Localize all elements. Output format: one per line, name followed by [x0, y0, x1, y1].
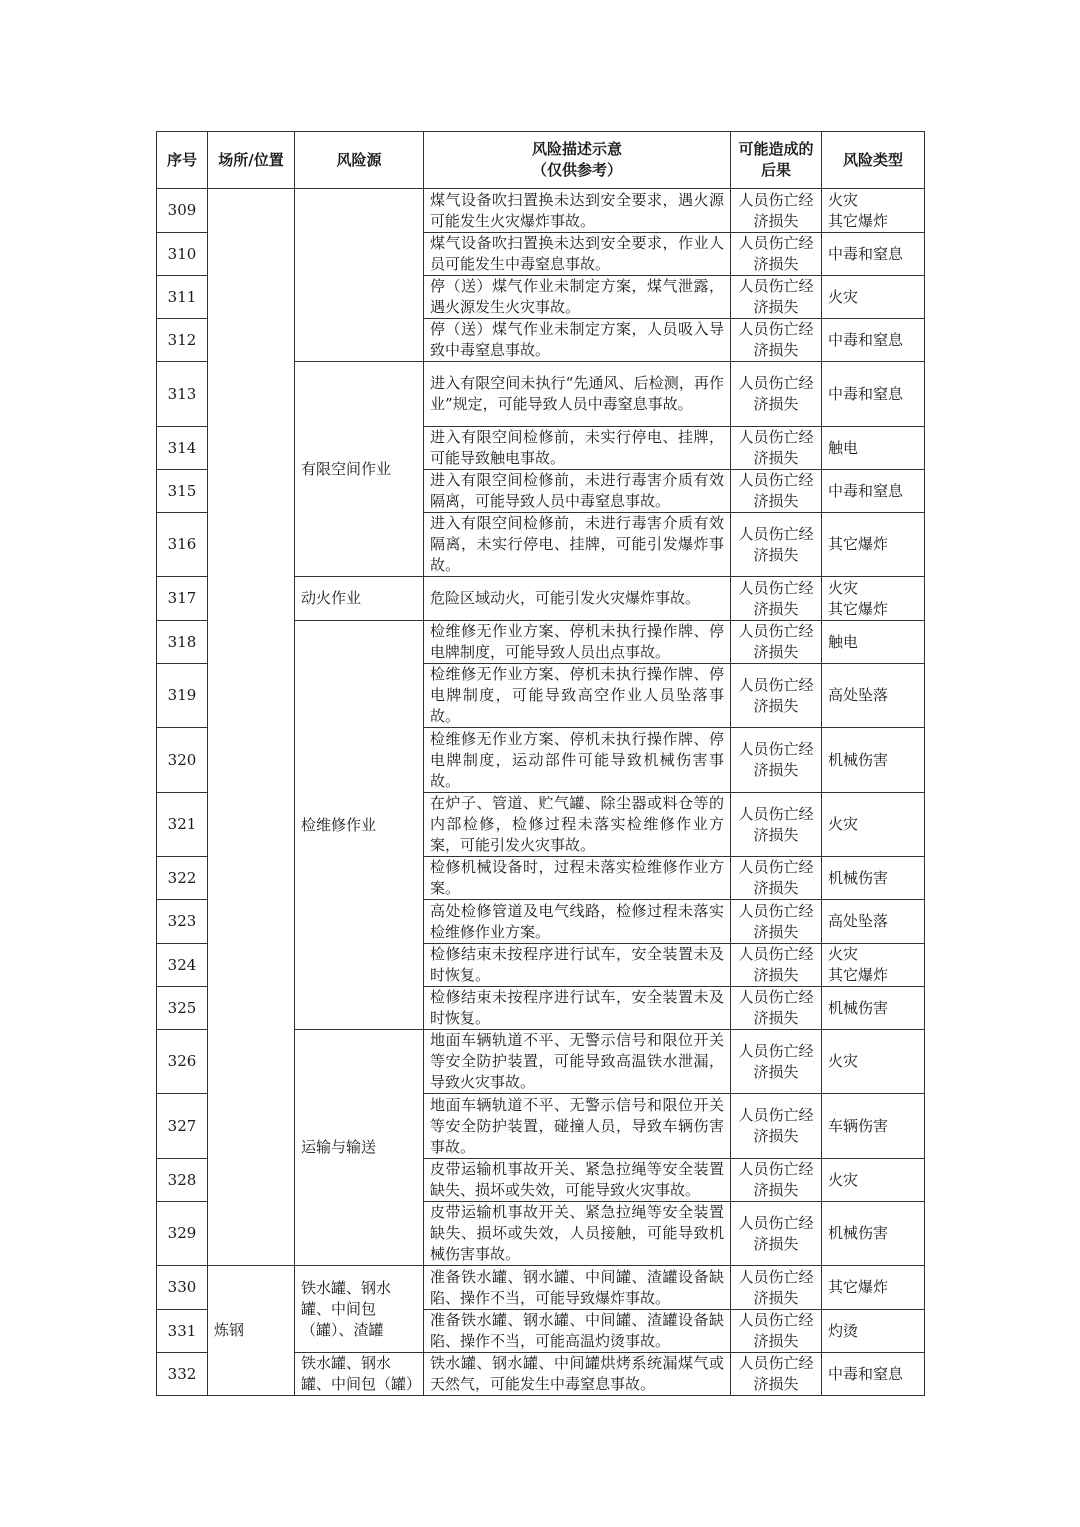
- row-type: 火灾: [822, 276, 925, 319]
- row-num: 315: [157, 470, 208, 513]
- row-consequence: 人员伤亡经济损失: [731, 577, 822, 621]
- header-num: 序号: [157, 132, 208, 189]
- row-type: 中毒和窒息: [822, 1353, 925, 1396]
- row-desc: 皮带运输机事故开关、紧急拉绳等安全装置缺失、损坏或失效，人员接触，可能导致机械伤害事故。: [424, 1202, 731, 1266]
- row-consequence: 人员伤亡经济损失: [731, 427, 822, 470]
- row-num: 323: [157, 900, 208, 944]
- row-type: 触电: [822, 621, 925, 664]
- row-num: 328: [157, 1159, 208, 1202]
- row-type: 机械伤害: [822, 987, 925, 1030]
- row-num: 325: [157, 987, 208, 1030]
- row-consequence: 人员伤亡经济损失: [731, 900, 822, 944]
- header-desc: [424, 132, 731, 189]
- row-type: 火灾 其它爆炸: [822, 189, 925, 233]
- row-type: 机械伤害: [822, 728, 925, 793]
- row-num: 327: [157, 1094, 208, 1159]
- row-desc: 准备铁水罐、钢水罐、中间罐、渣罐设备缺陷、操作不当，可能高温灼烫事故。: [424, 1310, 731, 1353]
- row-desc: 在炉子、管道、贮气罐、除尘器或料仓等的内部检修，检修过程未落实检维修作业方案，可能引发火灾事故。: [424, 793, 731, 857]
- row-consequence: 人员伤亡经济损失: [731, 276, 822, 319]
- row-num: 309: [157, 189, 208, 233]
- row-num: 331: [157, 1310, 208, 1353]
- row-consequence: 人员伤亡经济损失: [731, 233, 822, 276]
- row-num: 322: [157, 857, 208, 900]
- row-num: 330: [157, 1266, 208, 1310]
- row-num: 313: [157, 362, 208, 427]
- row-desc: 危险区域动火，可能引发火灾爆炸事故。: [424, 577, 731, 621]
- row-type: 触电: [822, 427, 925, 470]
- row-desc: 检维修无作业方案、停机未执行操作牌、停电牌制度，运动部件可能导致机械伤害事故。: [424, 728, 731, 793]
- header-place: 场所/位置: [208, 132, 295, 189]
- row-desc: 准备铁水罐、钢水罐、中间罐、渣罐设备缺陷、操作不当，可能导致爆炸事故。: [424, 1266, 731, 1310]
- row-consequence: 人员伤亡经济损失: [731, 987, 822, 1030]
- row-desc: 进入有限空间检修前，未实行停电、挂牌，可能导致触电事故。: [424, 427, 731, 470]
- row-consequence: 人员伤亡经济损失: [731, 319, 822, 362]
- source-cell: 有限空间作业: [295, 362, 424, 577]
- row-num: 320: [157, 728, 208, 793]
- row-type: 火灾: [822, 793, 925, 857]
- row-type: 高处坠落: [822, 664, 925, 728]
- row-desc: 地面车辆轨道不平、无警示信号和限位开关等安全防护装置，碰撞人员，导致车辆伤害事故。: [424, 1094, 731, 1159]
- row-num: 324: [157, 944, 208, 987]
- row-type: 火灾 其它爆炸: [822, 944, 925, 987]
- risk-table: [156, 131, 925, 1396]
- row-type: 机械伤害: [822, 857, 925, 900]
- row-consequence: 人员伤亡经济损失: [731, 362, 822, 427]
- source-cell: 检维修作业: [295, 621, 424, 1030]
- row-type: 机械伤害: [822, 1202, 925, 1266]
- source-cell: 铁水罐、钢水罐、中间包（罐）: [295, 1353, 424, 1396]
- table-header-row: [157, 132, 925, 189]
- row-num: 329: [157, 1202, 208, 1266]
- row-desc: 皮带运输机事故开关、紧急拉绳等安全装置缺失、损坏或失效，可能导致火灾事故。: [424, 1159, 731, 1202]
- source-cell: 铁水罐、钢水罐、中间包（罐）、渣罐: [295, 1266, 424, 1353]
- header-consequence: 可能造成的后果: [731, 132, 822, 189]
- row-type: 中毒和窒息: [822, 470, 925, 513]
- row-type: 中毒和窒息: [822, 319, 925, 362]
- row-consequence: 人员伤亡经济损失: [731, 189, 822, 233]
- row-desc: 检修机械设备时，过程未落实检维修作业方案。: [424, 857, 731, 900]
- row-consequence: 人员伤亡经济损失: [731, 664, 822, 728]
- row-desc: 进入有限空间检修前，未进行毒害介质有效隔离，可能导致人员中毒窒息事故。: [424, 470, 731, 513]
- row-desc: 高处检修管道及电气线路，检修过程未落实检维修作业方案。: [424, 900, 731, 944]
- row-num: 310: [157, 233, 208, 276]
- header-desc-line1: 风险描述示意: [531, 140, 622, 158]
- row-desc: 煤气设备吹扫置换未达到安全要求，遇火源可能发生火灾爆炸事故。: [424, 189, 731, 233]
- row-desc: 停（送）煤气作业未制定方案，煤气泄露，遇火源发生火灾事故。: [424, 276, 731, 319]
- row-num: 326: [157, 1030, 208, 1094]
- header-source: 风险源: [295, 132, 424, 189]
- table-row: [157, 189, 925, 233]
- row-type: 其它爆炸: [822, 513, 925, 577]
- row-desc: 检修结束未按程序进行试车，安全装置未及时恢复。: [424, 987, 731, 1030]
- row-desc: 检修结束未按程序进行试车，安全装置未及时恢复。: [424, 944, 731, 987]
- row-num: 321: [157, 793, 208, 857]
- row-consequence: 人员伤亡经济损失: [731, 621, 822, 664]
- row-consequence: 人员伤亡经济损失: [731, 793, 822, 857]
- row-consequence: 人员伤亡经济损失: [731, 857, 822, 900]
- row-consequence: 人员伤亡经济损失: [731, 1094, 822, 1159]
- row-type: 其它爆炸: [822, 1266, 925, 1310]
- row-num: 312: [157, 319, 208, 362]
- row-desc: 检维修无作业方案、停机未执行操作牌、停电牌制度，可能导致人员出点事故。: [424, 621, 731, 664]
- row-consequence: 人员伤亡经济损失: [731, 728, 822, 793]
- row-consequence: 人员伤亡经济损失: [731, 1353, 822, 1396]
- row-consequence: 人员伤亡经济损失: [731, 470, 822, 513]
- row-consequence: 人员伤亡经济损失: [731, 1310, 822, 1353]
- row-num: 319: [157, 664, 208, 728]
- row-desc: 铁水罐、钢水罐、中间罐烘烤系统漏煤气或天然气，可能发生中毒窒息事故。: [424, 1353, 731, 1396]
- row-num: 316: [157, 513, 208, 577]
- row-desc: 停（送）煤气作业未制定方案，人员吸入导致中毒窒息事故。: [424, 319, 731, 362]
- row-consequence: 人员伤亡经济损失: [731, 513, 822, 577]
- row-desc: 检维修无作业方案、停机未执行操作牌、停电牌制度，可能导致高空作业人员坠落事故。: [424, 664, 731, 728]
- source-cell: 动火作业: [295, 577, 424, 621]
- row-type: 中毒和窒息: [822, 362, 925, 427]
- row-type: 中毒和窒息: [822, 233, 925, 276]
- row-consequence: 人员伤亡经济损失: [731, 1159, 822, 1202]
- row-type: 火灾: [822, 1159, 925, 1202]
- row-num: 318: [157, 621, 208, 664]
- table-row: [157, 1266, 925, 1310]
- row-desc: 煤气设备吹扫置换未达到安全要求，作业人员可能发生中毒窒息事故。: [424, 233, 731, 276]
- row-num: 332: [157, 1353, 208, 1396]
- row-desc: 进入有限空间检修前，未进行毒害介质有效隔离，未实行停电、挂牌，可能引发爆炸事故。: [424, 513, 731, 577]
- row-consequence: 人员伤亡经济损失: [731, 944, 822, 987]
- row-type: 火灾: [822, 1030, 925, 1094]
- source-cell: 运输与输送: [295, 1030, 424, 1266]
- row-desc: 地面车辆轨道不平、无警示信号和限位开关等安全防护装置，可能导致高温铁水泄漏，导致火灾事故。: [424, 1030, 731, 1094]
- header-desc-line2: （仅供参考）: [531, 161, 622, 179]
- row-consequence: 人员伤亡经济损失: [731, 1030, 822, 1094]
- header-type: 风险类型: [822, 132, 925, 189]
- row-consequence: 人员伤亡经济损失: [731, 1266, 822, 1310]
- place-cell: 炼钢: [208, 1266, 295, 1396]
- row-consequence: 人员伤亡经济损失: [731, 1202, 822, 1266]
- source-cell: [295, 189, 424, 362]
- row-num: 311: [157, 276, 208, 319]
- row-desc: 进入有限空间未执行“先通风、后检测，再作业”规定，可能导致人员中毒窒息事故。: [424, 362, 731, 427]
- row-type: 灼烫: [822, 1310, 925, 1353]
- place-cell: [208, 189, 295, 1266]
- row-type: 高处坠落: [822, 900, 925, 944]
- row-type: 车辆伤害: [822, 1094, 925, 1159]
- row-num: 317: [157, 577, 208, 621]
- row-num: 314: [157, 427, 208, 470]
- row-type: 火灾 其它爆炸: [822, 577, 925, 621]
